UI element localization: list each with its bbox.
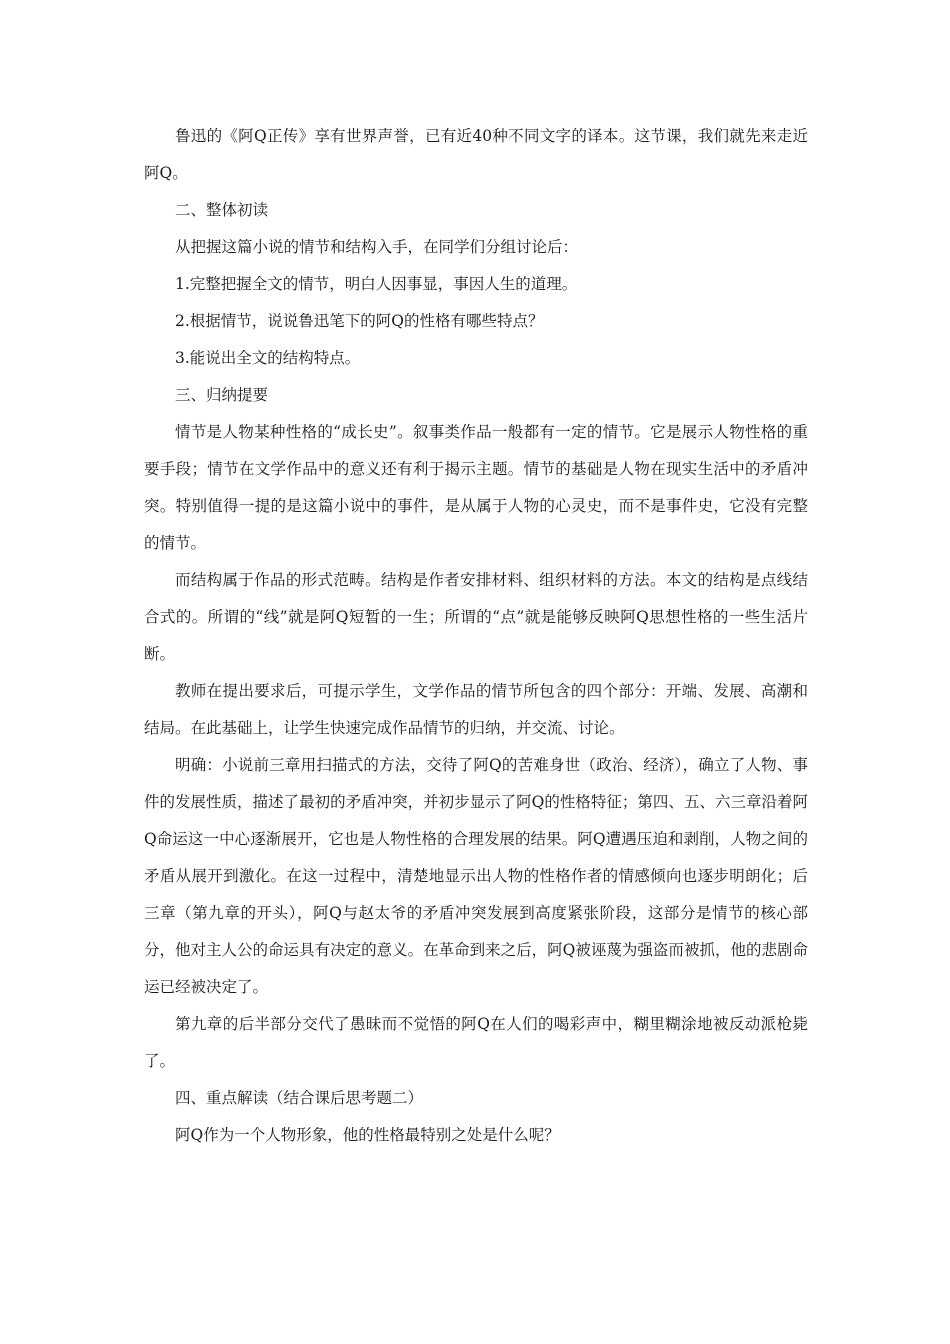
document-body [144, 118, 808, 1154]
section-heading-overall-reading: 二、整体初读 [175, 201, 269, 219]
list-item-task-1: 1.完整把握全文的情节，明白人因事显，事因人生的道理。 [175, 275, 578, 293]
list-item-task-2: 2.根据情节，说说鲁迅笔下的阿Q的性格有哪些特点？ [175, 312, 544, 330]
paragraph-teacher-guide: 教师在提出要求后，可提示学生，文学作品的情节所包含的四个部分：开端、发展、高潮和结局。在此基础上，让学生快速完成作品情节的归纳，并交流、讨论。 [144, 682, 808, 737]
paragraph-clarification: 明确：小说前三章用扫描式的方法，交待了阿Q的苦难身世（政治、经济），确立了人物、事件的发展性质，描述了最初的矛盾冲突，并初步显示了阿Q的性格特征；第四、五、六三章沿着阿Q命运这一中心逐渐展开，它也是人物性格的合理发展的结果。阿Q遭遇压迫和剥削，人物之间的矛盾从展开到激化。在这一过程中，清楚地显示出人物的性格作者的情感倾向也逐步明朗化；后三章（第九章的开头），阿Q与赵太爷的矛盾冲突发展到高度紧张阶段，这部分是情节的核心部分，他对主人公的命运具有决定的意义。在革命到来之后，阿Q被诬蔑为强盗而被抓，他的悲剧命运已经被决定了。 [144, 756, 808, 996]
paragraph-task-intro: 从把握这篇小说的情节和结构入手，在同学们分组讨论后： [175, 238, 579, 256]
paragraph-intro: 鲁迅的《阿Q正传》享有世界声誉，已有近40种不同文字的译本。这节课，我们就先来走近阿Q。 [144, 127, 808, 182]
paragraph-structure: 而结构属于作品的形式范畴。结构是作者安排材料、组织材料的方法。本文的结构是点线结合式的。所谓的“线”就是阿Q短暂的一生；所谓的“点”就是能够反映阿Q思想性格的一些生活片断。 [144, 571, 808, 663]
section-heading-key-reading: 四、重点解读（结合课后思考题二） [175, 1089, 424, 1107]
list-item-task-3: 3.能说出全文的结构特点。 [175, 349, 361, 367]
paragraph-question: 阿Q作为一个人物形象，他的性格最特别之处是什么呢？ [175, 1126, 560, 1144]
paragraph-plot: 情节是人物某种性格的“成长史”。叙事类作品一般都有一定的情节。它是展示人物性格的重要手段；情节在文学作品中的意义还有利于揭示主题。情节的基础是人物在现实生活中的矛盾冲突。特别值得一提的是这篇小说中的事件，是从属于人物的心灵史，而不是事件史，它没有完整的情节。 [144, 423, 808, 552]
section-heading-summary: 三、归纳提要 [175, 386, 269, 404]
paragraph-chapter-nine: 第九章的后半部分交代了愚昧而不觉悟的阿Q在人们的喝彩声中，糊里糊涂地被反动派枪毙了。 [144, 1015, 808, 1070]
